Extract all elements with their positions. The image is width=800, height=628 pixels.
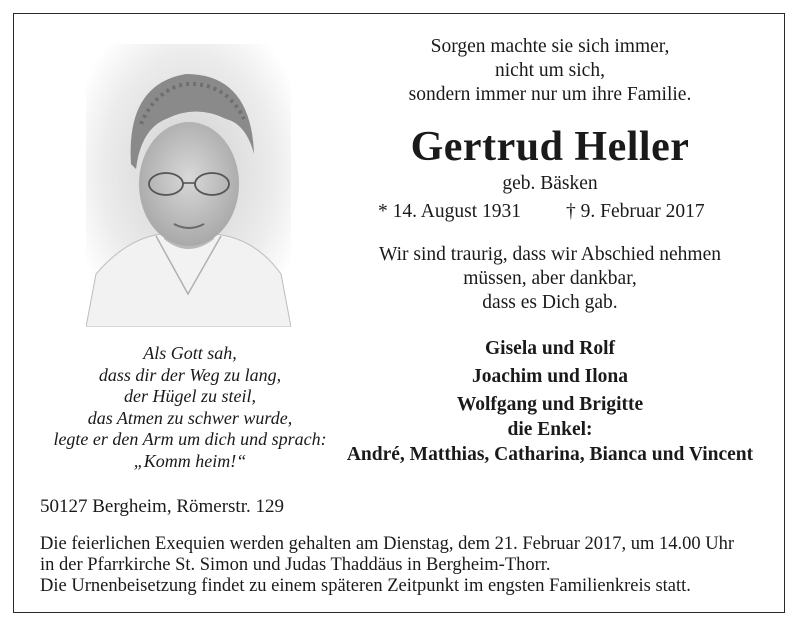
farewell-text — [330, 243, 770, 315]
mourners-list — [330, 335, 770, 469]
notice-line: Die Urnenbeisetzung findet zu einem späteren Zeitpunkt im engsten Familienkreis statt. — [40, 576, 691, 596]
farewell-line: müssen, aber dankbar, — [463, 268, 637, 289]
death-date: † 9. Februar 2017 — [566, 201, 705, 222]
motto-line: nicht um sich, — [495, 60, 605, 81]
farewell-line: Wir sind traurig, dass wir Abschied nehmen — [378, 244, 722, 265]
birth-date: * 14. August 1931 — [378, 201, 522, 222]
notice-line: in der Pfarrkirche St. Simon und Judas Thaddäus in Bergheim-Thorr. — [40, 555, 551, 575]
mourner-entry: Wolfgang und Brigitte — [456, 394, 644, 415]
funeral-notice — [40, 534, 770, 597]
mourner-entry: Joachim und Ilona — [471, 366, 629, 387]
grandchildren-heading: die Enkel: — [507, 419, 593, 440]
poem-line: dass dir der Weg zu lang, — [98, 364, 282, 385]
poem-line: das Atmen zu schwer wurde, — [87, 407, 293, 428]
farewell-line: dass es Dich gab. — [482, 292, 618, 313]
deceased-name: Gertrud Heller — [410, 124, 690, 170]
poem-line: „Komm heim!“ — [133, 450, 247, 471]
motto-quote — [330, 35, 770, 107]
grandchildren-names: André, Matthias, Catharina, Bianca und Vincent — [346, 444, 754, 465]
poem-line: der Hügel zu steil, — [124, 386, 256, 406]
motto-line: Sorgen machte sie sich immer, — [430, 36, 670, 57]
poem-line: legte er den Arm um dich und sprach: — [53, 429, 327, 449]
notice-line: Die feierlichen Exequien werden gehalten am Dienstag, dem 21. Februar 2017, um 14.00 Uhr — [40, 534, 735, 554]
maiden-name: geb. Bäsken — [502, 173, 598, 194]
portrait-photo — [86, 44, 291, 327]
poem-line: Als Gott sah, — [143, 343, 237, 363]
poem — [40, 343, 340, 472]
motto-line: sondern immer nur um ihre Familie. — [408, 84, 692, 105]
family-address: 50127 Bergheim, Römerstr. 129 — [40, 496, 284, 517]
mourner-entry: Gisela und Rolf — [484, 338, 616, 359]
